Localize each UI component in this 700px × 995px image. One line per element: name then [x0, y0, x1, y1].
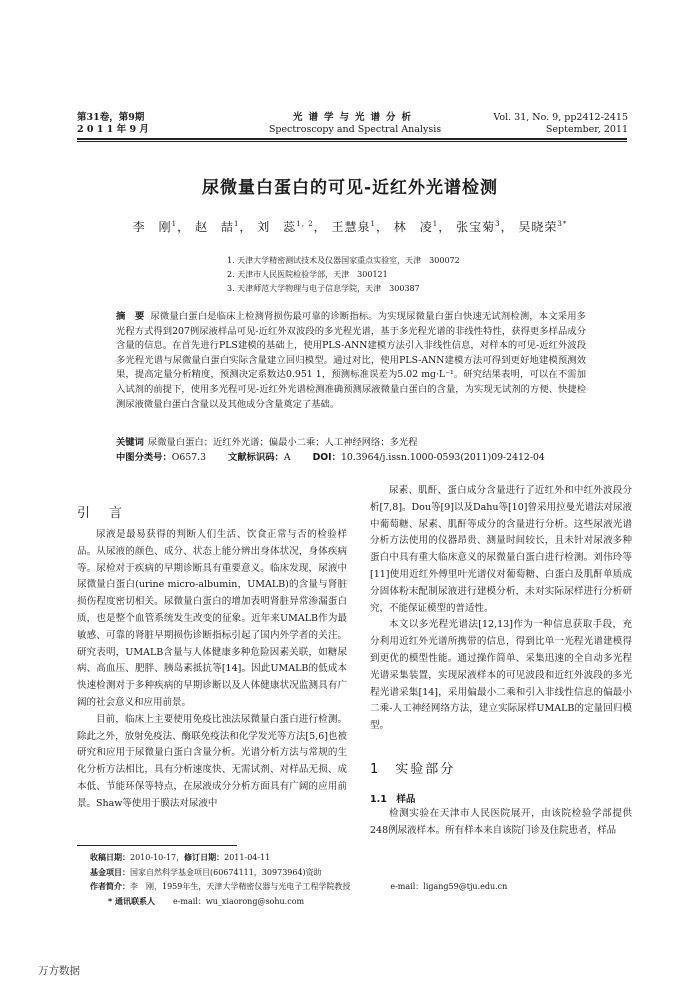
paragraph: 尿素、肌酐、蛋白成分含量进行了近红外和中红外波段分析[7,8]。Dou等[9]以及Dahu等[10]曾采用拉曼光谱法对尿液中葡萄糖、尿素、肌酐等成分的含量进行分析。这些尿液光谱分析方法使用的仪器昂贵、测量时间较长，且未针对尿液多种蛋白中具有重大临床意义的尿微量白蛋白进行检测。刘伟玲等[11]使用近红外傅里叶光谱仪对葡萄糖、白蛋白及肌酐单质成分固体粉末配制尿液进行建模分析，未对实际尿样进行分析研究，不能保证模型的普适性。	[370, 485, 632, 614]
abstract-label: 摘 要	[116, 311, 145, 322]
clc-value: O657.3	[171, 452, 207, 463]
section-heading: 1 实验部分	[370, 762, 456, 777]
right-column-body	[370, 483, 632, 735]
author: 王慧泉$^1$	[331, 220, 376, 234]
paragraph: 尿液是最易获得的判断人们生活、饮食正常与否的检验样品。从尿液的颜色、成分、状态上能分辨出身体状况，身体疾病等。尿检对于疾病的早期诊断具有重要意义。临床发现，尿液中尿微量白蛋白(urine micro-albumin，UMALB)的含量与肾脏损伤程度密切相关。尿微量白蛋白的增加表明肾脏异常渗漏蛋白质，也是整个血管系统发生改变的征象。近年来UMALB作为最敏感、可靠的肾脏早期损伤诊断指标引起了国内外学者的关注。研究表明，UMALB含量与人体健康多种危险因素关联，如糖尿病、高血压、肥胖、胰岛素抵抗等[14]。因此UMALB的低成本快速检测对于多种疾病的早期诊断以及人体健康状况监测具有广阔的社会意义和应用前景。	[77, 529, 347, 708]
keywords	[116, 436, 596, 451]
journal-volume-info-en	[493, 112, 628, 136]
journal-name	[250, 112, 460, 136]
author: 刘 蕊$^{1, 2}$	[257, 220, 314, 234]
paragraph: 目前，临床上主要使用免疫比浊法尿微量白蛋白进行检测。除此之外，放射免疫法、酶联免疫法和化学发光等方法[5,6]也被研究和应用于尿微量白蛋白含量分析。光谱分析方法与常规的生化分析方法相比，具有分析速度快、无需试剂、对样品无损、成本低、节能环保等特点，在尿液成分分析方面具有广阔的应用前景。Shaw等使用于膜法对尿液中	[77, 713, 347, 809]
footnotes	[90, 851, 507, 909]
author: 吴晓荣$^{3*}$	[518, 220, 568, 234]
doi-value: 10.3964/j.issn.1000-0593(2011)09-2412-04	[340, 452, 545, 463]
keywords-label: 关键词	[116, 437, 144, 448]
watermark-text: 万方数据	[38, 965, 80, 977]
volume-issue: 第31卷，第9期	[77, 112, 145, 123]
affiliation-2: 2. 天津市人民医院检验学部，天津 300121	[227, 270, 388, 279]
abstract-text: 尿微量白蛋白是临床上检测肾损伤最可靠的诊断指标。为实现尿微量白蛋白快速无试剂检测，本文采用多光程方式得到207例尿液样品可见-近红外双波段的多光程光谱，基于多光程光谱的非线性特性，获得更多样品成分含量的信息。在首先进行PLS建模的基础上，使用PLS-ANN建模方法引入非线性信息，对样本的可见-近红外波段多光程光谱与尿微量白蛋白实际含量建立回归模型。通过对比，使用PLS-ANN建模方法可得到更好地建模预测效果，提高定量分析精度，预测决定系数达0.951 1，预测标准误差为5.02 mg·L⁻¹。研究结果表明，可以在不需加入试剂的前提下，使用多光程可见-近红外光谱检测准确预测尿液微量白蛋白的含量，为实现无试剂的方便、快捷检测尿液微量白蛋白含量以及其他成分含量奠定了基础。	[116, 311, 586, 410]
footnote-contact: * 通讯联系人 e-mail：wu_xiaorong@sohu.com	[108, 896, 305, 906]
intro-heading: 引 言	[77, 506, 126, 521]
footnote-fund: 基金项目：国家自然科学基金项目(60674111，30973964)资助	[90, 867, 322, 877]
header-rule	[77, 138, 627, 140]
doi-label: DOI：	[312, 452, 341, 463]
doc-code-label: 文献标识码：	[228, 452, 284, 463]
publication-date: 2 0 1 1 年 9 月	[77, 124, 149, 135]
author-list: 李 刚$^1$， 赵 喆$^1$， 刘 蕊$^{1, 2}$， 王慧泉$^1$， 林 凌$^1$， 张宝菊$^3$， 吴晓荣$^{3*}$	[132, 220, 568, 234]
footnote-dates: 收稿日期：2010-10-17，修订日期：2011-04-11	[90, 853, 271, 862]
paper-title: 尿微量白蛋白的可见-近红外光谱检测	[201, 178, 499, 198]
author: 李 刚$^1$	[132, 220, 178, 234]
affiliation-3: 3. 天津师范大学物理与电子信息学院，天津 300387	[227, 284, 420, 293]
author: 林 凌$^1$	[393, 220, 439, 234]
clc-label: 中图分类号：	[116, 452, 172, 463]
header-rule-thin	[77, 141, 627, 142]
journal-name-cn: 光谱学与光谱分析	[292, 112, 417, 123]
doc-code-value: A	[283, 452, 291, 463]
classification-line	[116, 451, 596, 466]
paragraph: 本文以多光程光谱法[12,13]作为一种信息获取手段，充分利用近红外光谱所携带的信息，得到比单一光程光谱建模得到更优的模型性能。通过操作简单、采集迅速的全自动多光程光谱采集装置，实现尿液样本的可见波段和近红外波段的多光程光谱采集[14]，采用偏最小二乘和引入非线性信息的偏最小二乘-人工神经网络方法，建立实际尿样UMALB的定量回归模型。	[370, 619, 632, 732]
author: 赵 喆$^1$	[194, 220, 240, 234]
affiliations	[227, 254, 460, 296]
contact-email: e-mail：wu_xiaorong@sohu.com	[172, 896, 305, 906]
journal-volume-info	[77, 112, 149, 136]
keywords-text: 尿微量白蛋白；近红外光谱；偏最小二乘；人工神经网络；多光程	[147, 437, 418, 448]
paragraph: 检测实验在天津市人民医院展开，由该院检验学部提供248例尿液样本。所有样本来自该院门诊及住院患者，样品	[370, 808, 632, 836]
abstract	[116, 310, 586, 412]
affiliation-1: 1. 天津大学精密测试技术及仪器国家重点实验室，天津 300072	[227, 256, 460, 265]
journal-name-en: Spectroscopy and Spectral Analysis	[268, 124, 442, 135]
subsection-body	[370, 806, 632, 840]
footnote-author: 作者简介：李 刚，1959年生，天津大学精密仪器与光电子工程学院教授 e-mail：ligang59@tju.edu.cn	[90, 882, 508, 891]
author: 张宝菊$^3$	[456, 220, 501, 234]
author-email: e-mail：ligang59@tju.edu.cn	[390, 882, 508, 891]
intro-body	[77, 527, 347, 813]
footnote-rule	[77, 845, 237, 846]
publication-month: September, 2011	[545, 124, 628, 135]
subsection-heading: 1.1 样品	[370, 794, 416, 805]
volume-pages: Vol. 31, No. 9, pp2412-2415	[493, 112, 628, 123]
